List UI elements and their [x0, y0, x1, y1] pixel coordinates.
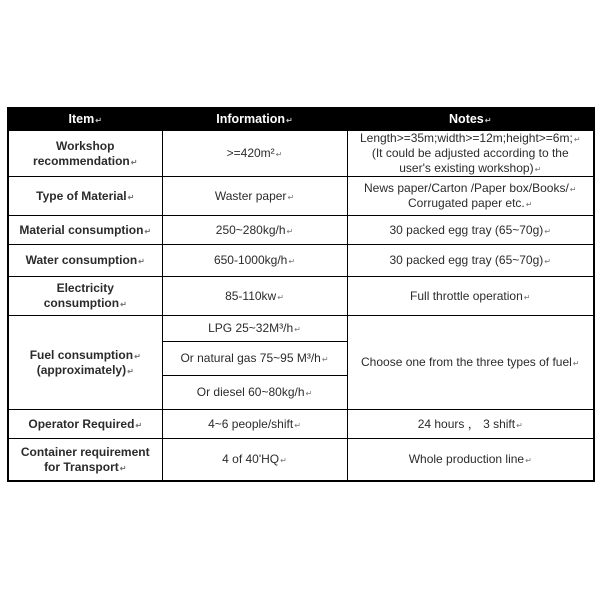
row-container-requirement	[8, 439, 594, 482]
notes-cell	[347, 410, 594, 439]
return-mark-icon: ↵	[134, 351, 141, 361]
notes-cell	[347, 177, 594, 216]
return-mark-icon: ↵	[544, 226, 551, 236]
notes-cell	[347, 439, 594, 482]
return-mark-icon: ↵	[525, 200, 533, 209]
notes-text: Whole production line	[408, 452, 525, 466]
item-cell	[8, 216, 162, 245]
return-mark-icon: ↵	[523, 292, 531, 302]
header-row	[8, 108, 594, 131]
notes-cell	[347, 245, 594, 277]
header-item	[8, 108, 162, 131]
information-cell	[162, 342, 347, 376]
return-mark-icon: ↵	[119, 463, 127, 473]
information-value: Or diesel 60~80kg/h	[196, 385, 305, 399]
information-cell	[162, 410, 347, 439]
return-mark-icon: ↵	[516, 420, 523, 430]
information-value: 4 of 40'HQ	[222, 452, 280, 466]
information-value: 250~280kg/h	[215, 222, 286, 237]
information-cell	[162, 439, 347, 482]
header-information	[162, 108, 347, 131]
header-information-label: Information	[216, 111, 286, 126]
information-value: >=420m²	[226, 146, 275, 160]
return-mark-icon: ↵	[95, 115, 102, 125]
item-label: Workshop	[56, 138, 115, 153]
return-mark-icon: ↵	[294, 420, 301, 430]
item-cell	[8, 410, 162, 439]
notes-text: 30 packed egg tray (65~70g)	[389, 253, 544, 267]
return-mark-icon: ↵	[534, 165, 542, 174]
information-cell	[162, 245, 347, 277]
return-mark-icon: ↵	[277, 292, 284, 302]
information-cell	[162, 316, 347, 342]
information-cell	[162, 177, 347, 216]
item-label: Water consumption	[25, 253, 138, 267]
row-material-consumption	[8, 216, 594, 245]
information-cell	[162, 376, 347, 410]
notes-cell	[347, 216, 594, 245]
notes-text: Choose one from the three types of fuel	[361, 355, 572, 369]
return-mark-icon: ↵	[280, 456, 287, 465]
information-value: Waster paper	[214, 188, 287, 203]
row-electricity-consumption	[8, 277, 594, 316]
item-cell	[8, 131, 162, 177]
information-cell	[162, 216, 347, 245]
item-label: recommendation↵	[33, 153, 138, 168]
return-mark-icon: ↵	[573, 135, 581, 144]
information-value: LPG 25~32M³/h	[208, 321, 294, 335]
return-mark-icon: ↵	[525, 456, 532, 465]
return-mark-icon: ↵	[321, 355, 329, 364]
notes-text: Full throttle operation	[410, 288, 523, 303]
information-value: 4~6 people/shift	[208, 416, 294, 431]
row-water-consumption	[8, 245, 594, 277]
return-mark-icon: ↵	[305, 389, 313, 398]
item-cell	[8, 277, 162, 316]
item-label: Electricity	[56, 281, 114, 295]
item-cell	[8, 177, 162, 216]
information-cell	[162, 131, 347, 177]
item-label: Container requirement	[20, 444, 150, 459]
item-label: for Transport↵	[44, 459, 127, 474]
information-cell	[162, 277, 347, 316]
item-label: Material consumption	[19, 222, 144, 237]
item-cell	[8, 439, 162, 482]
return-mark-icon: ↵	[286, 226, 294, 236]
notes-cell	[347, 131, 594, 177]
return-mark-icon: ↵	[287, 192, 295, 202]
item-label: (approximately)↵	[36, 362, 134, 377]
notes-cell	[347, 316, 594, 410]
spec-table-container	[7, 107, 593, 482]
return-mark-icon: ↵	[572, 359, 580, 368]
information-value: 85-110kw	[225, 288, 277, 303]
return-mark-icon: ↵	[127, 366, 134, 376]
return-mark-icon: ↵	[569, 185, 577, 194]
item-label: consumption↵	[43, 296, 127, 310]
return-mark-icon: ↵	[138, 257, 145, 266]
item-cell	[8, 245, 162, 277]
header-item-label: Item	[68, 111, 95, 126]
return-mark-icon: ↵	[484, 115, 492, 125]
return-mark-icon: ↵	[286, 115, 293, 125]
row-workshop-recommendation	[8, 131, 594, 177]
spec-table	[7, 107, 595, 482]
return-mark-icon: ↵	[294, 325, 301, 334]
return-mark-icon: ↵	[120, 300, 127, 309]
item-label: Operator Required	[28, 416, 135, 431]
notes-text: News paper/Carton /Paper box/Books/↵	[364, 181, 577, 195]
header-notes	[347, 108, 594, 131]
row-type-of-material	[8, 177, 594, 216]
return-mark-icon: ↵	[135, 420, 143, 430]
row-operator-required	[8, 410, 594, 439]
information-value: Or natural gas 75~95 M³/h	[180, 351, 321, 365]
notes-text: 24 hours ， 3 shift	[417, 416, 516, 431]
return-mark-icon: ↵	[275, 150, 283, 159]
row-fuel-lpg	[8, 316, 594, 342]
item-cell	[8, 316, 162, 410]
notes-text: Length>=35m;width>=12m;height>=6m;↵	[359, 131, 581, 145]
information-value: 650-1000kg/h	[213, 253, 288, 267]
return-mark-icon: ↵	[130, 157, 138, 167]
notes-text: (It could be adjusted according to the	[371, 146, 569, 160]
item-label: Type of Material	[36, 188, 127, 203]
notes-text: 30 packed egg tray (65~70g)	[389, 222, 544, 237]
item-label: Fuel consumption↵	[29, 347, 141, 362]
return-mark-icon: ↵	[288, 257, 296, 266]
return-mark-icon: ↵	[144, 226, 152, 236]
notes-text: Corrugated paper etc.↵	[408, 196, 533, 210]
return-mark-icon: ↵	[544, 257, 551, 266]
notes-cell	[347, 277, 594, 316]
notes-text: user's existing workshop)↵	[399, 161, 542, 175]
header-notes-label: Notes	[449, 111, 484, 126]
return-mark-icon: ↵	[127, 192, 135, 202]
